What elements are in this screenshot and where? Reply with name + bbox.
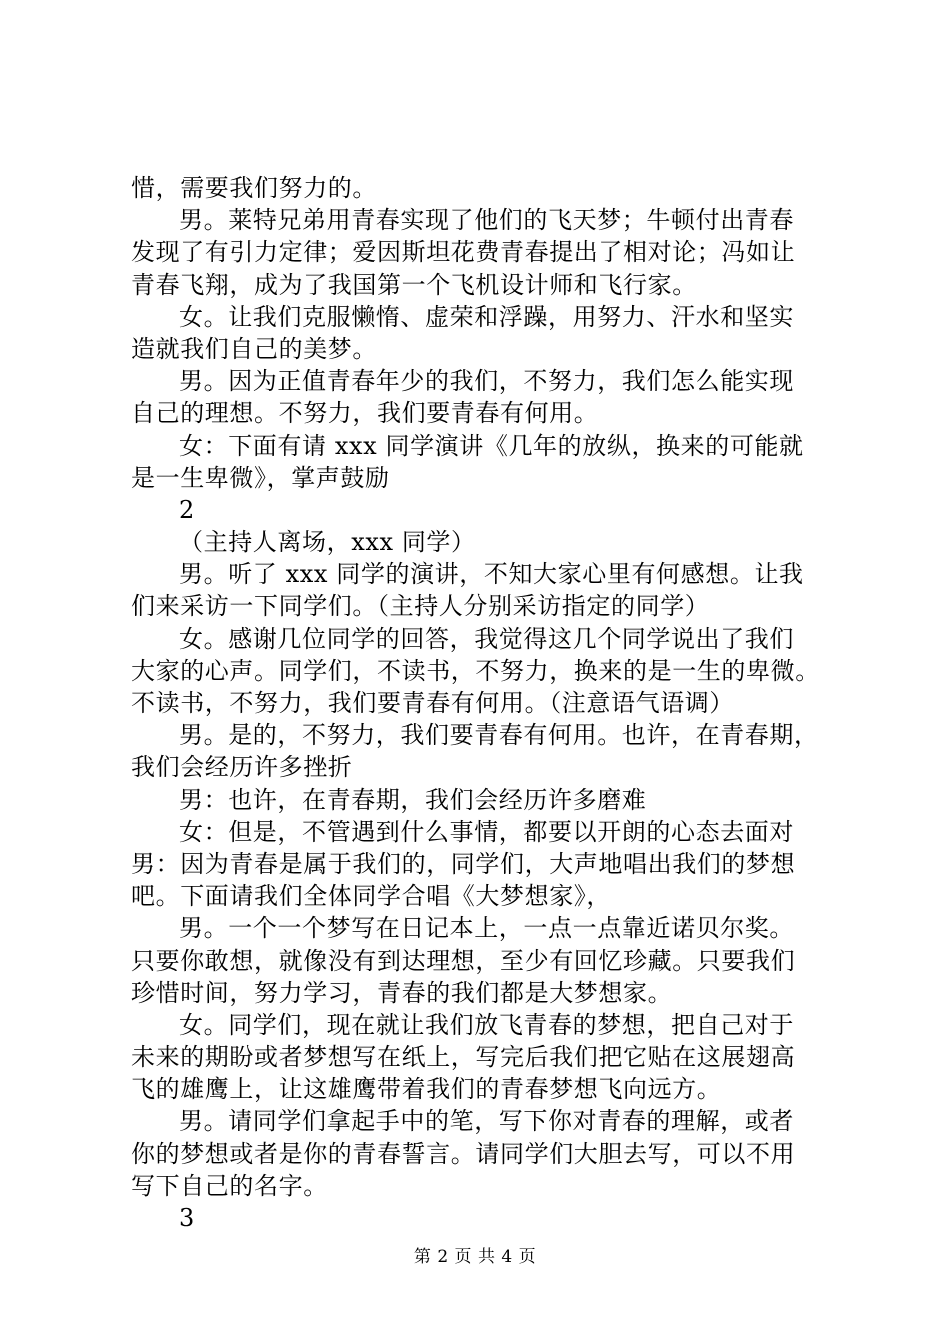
text-line: 造就我们自己的美梦。 (131, 334, 377, 363)
text-line: 女：下面有请 xxx 同学演讲《几年的放纵，换来的可能就 (179, 431, 804, 460)
text-line: 男。是的，不努力，我们要青春有何用。也许，在青春期， (179, 721, 819, 750)
text-line: 女。感谢几位同学的回答，我觉得这几个同学说出了我们 (179, 624, 794, 653)
text-line: 3 (179, 1204, 195, 1232)
text-line: 吧。下面请我们全体同学合唱《大梦想家》， (131, 882, 611, 911)
text-line: 男：因为青春是属于我们的，同学们，大声地唱出我们的梦想 (131, 849, 796, 878)
text-line: 男：也许，在青春期，我们会经历许多磨难 (179, 785, 647, 814)
text-line: 女。同学们，现在就让我们放飞青春的梦想，把自己对于 (179, 1010, 794, 1039)
text-line: 大家的心声。同学们，不读书，不努力，换来的是一生的卑微。 (131, 656, 820, 685)
text-line: 女：但是，不管遇到什么事情，都要以开朗的心态去面对 (179, 817, 794, 846)
text-line: 我们会经历许多挫折 (131, 753, 353, 782)
text-line: 你的梦想或者是你的青春誓言。请同学们大胆去写，可以不用 (131, 1139, 796, 1168)
text-line: 只要你敢想，就像没有到达理想，至少有回忆珍藏。只要我们 (131, 946, 796, 975)
text-line: 写下自己的名字。 (131, 1171, 328, 1200)
text-line: 们来采访一下同学们。（主持人分别采访指定的同学） (131, 592, 710, 621)
text-line: 青春飞翔，成为了我国第一个飞机设计师和飞行家。 (131, 270, 697, 299)
text-line: 女。让我们克服懒惰、虚荣和浮躁，用努力、汗水和坚实 (179, 302, 794, 331)
text-line: 未来的期盼或者梦想写在纸上，写完后我们把它贴在这展翅高 (131, 1043, 796, 1072)
text-line: 男。请同学们拿起手中的笔，写下你对青春的理解，或者 (179, 1107, 794, 1136)
text-line: 珍惜时间，努力学习，青春的我们都是大梦想家。 (131, 978, 673, 1007)
text-line: 惜，需要我们努力的。 (131, 174, 377, 202)
text-line: 男。莱特兄弟用青春实现了他们的飞天梦；牛顿付出青春 (179, 206, 794, 235)
text-line: 男。听了 xxx 同学的演讲，不知大家心里有何感想。让我 (179, 560, 804, 589)
text-line: 发现了有引力定律；爱因斯坦花费青春提出了相对论；冯如让 (131, 238, 796, 267)
text-line: 男。因为正值青春年少的我们，不努力，我们怎么能实现 (179, 367, 794, 396)
text-line: 男。一个一个梦写在日记本上，一点一点靠近诺贝尔奖。 (179, 914, 794, 943)
text-line: 2 (179, 495, 195, 524)
text-line: （主持人离场，xxx 同学） (179, 528, 476, 557)
page-number-label: 第 2 页 共 4 页 (413, 1247, 537, 1267)
text-line: 自己的理想。不努力，我们要青春有何用。 (131, 399, 599, 428)
text-line: 飞的雄鹰上，让这雄鹰带着我们的青春梦想飞向远方。 (131, 1075, 722, 1104)
text-line: 是一生卑微》，掌声鼓励 (131, 463, 390, 492)
document-body (131, 172, 841, 1234)
page-footer (0, 1247, 950, 1267)
text-line: 不读书，不努力，我们要青春有何用。（注意语气语调） (131, 689, 734, 717)
